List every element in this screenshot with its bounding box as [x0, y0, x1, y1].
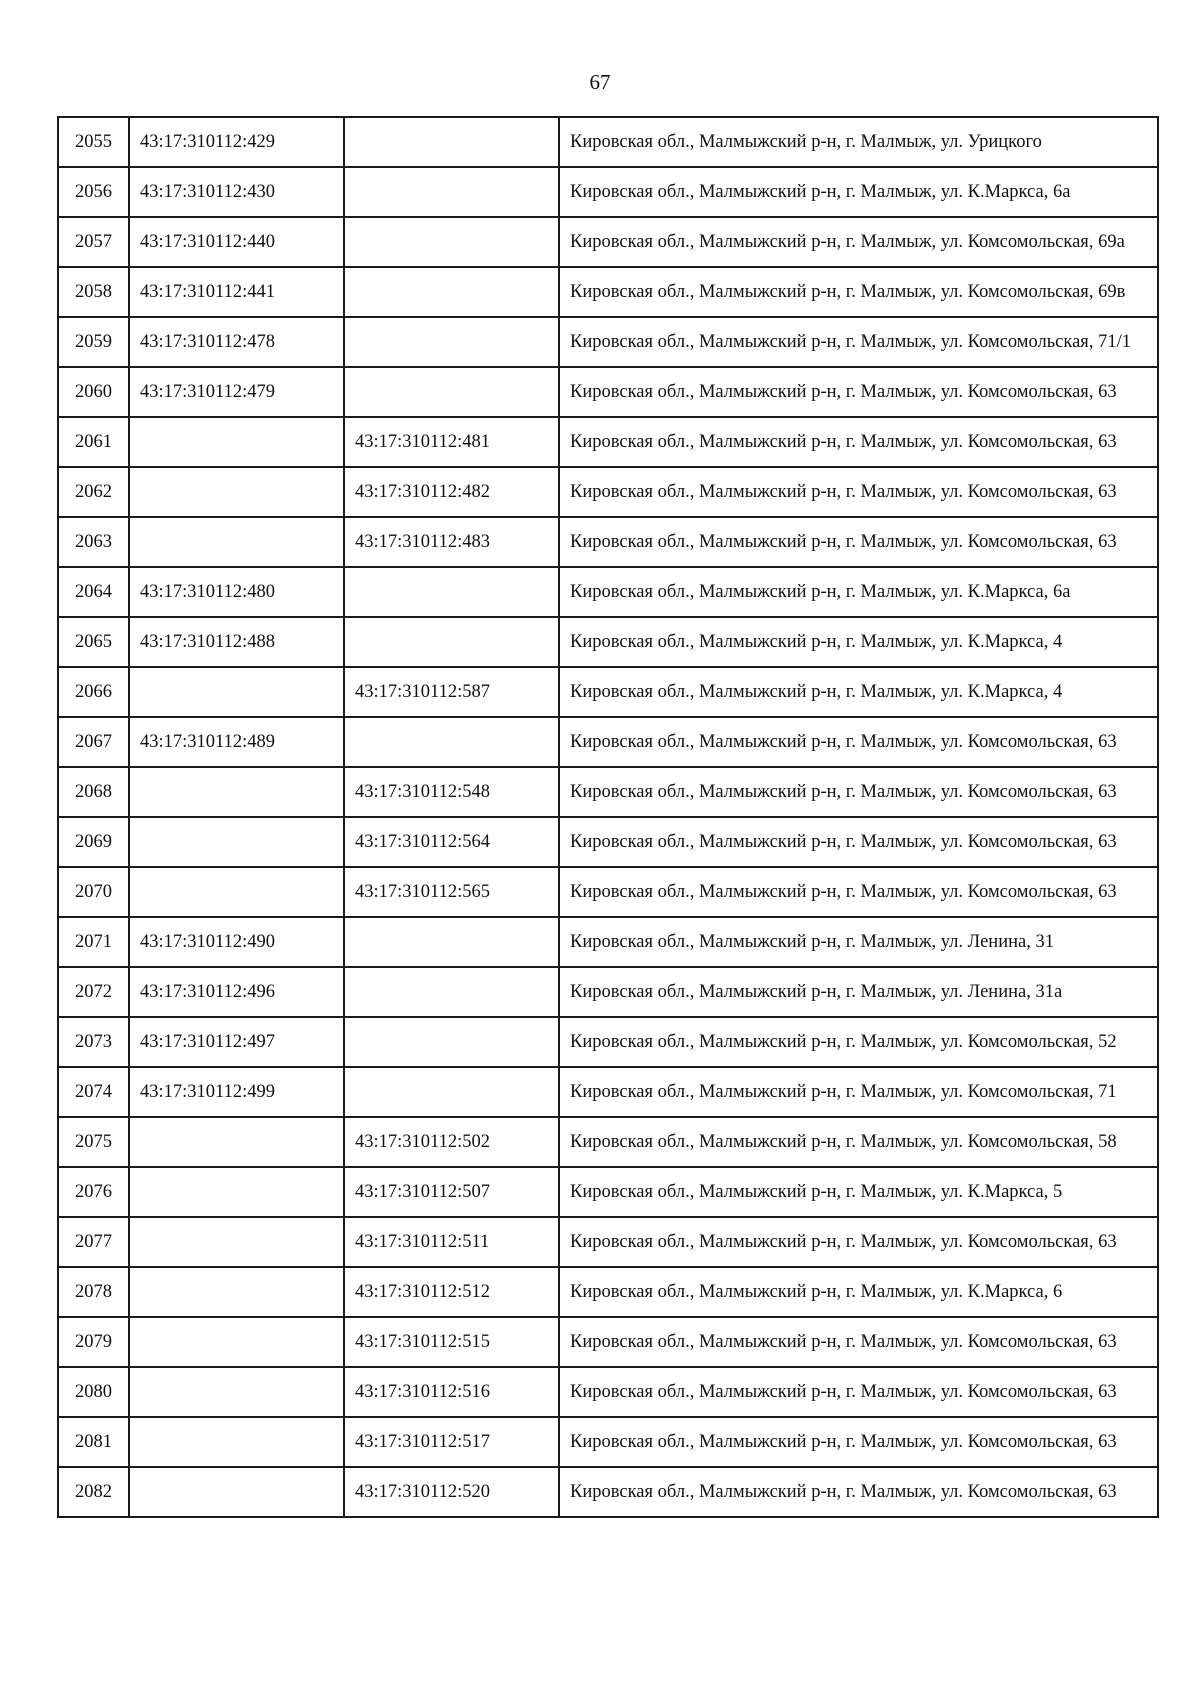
cadastral-number-cell: 43:17:310112:479 [129, 367, 344, 417]
cadastral-number-secondary-cell [344, 117, 559, 167]
address-cell: Кировская обл., Малмыжский р-н, г. Малмыж, ул. Комсомольская, 71/1 [559, 317, 1158, 367]
address-cell: Кировская обл., Малмыжский р-н, г. Малмыж, ул. Комсомольская, 63 [559, 767, 1158, 817]
row-number-cell: 2059 [58, 317, 129, 367]
cadastral-number-cell [129, 1217, 344, 1267]
row-number-cell: 2063 [58, 517, 129, 567]
table-row [58, 1067, 1158, 1117]
address-cell: Кировская обл., Малмыжский р-н, г. Малмыж, ул. К.Маркса, 4 [559, 667, 1158, 717]
address-cell: Кировская обл., Малмыжский р-н, г. Малмыж, ул. Комсомольская, 69а [559, 217, 1158, 267]
address-cell: Кировская обл., Малмыжский р-н, г. Малмыж, ул. Комсомольская, 63 [559, 1417, 1158, 1467]
address-cell: Кировская обл., Малмыжский р-н, г. Малмыж, ул. Комсомольская, 63 [559, 367, 1158, 417]
cadastral-number-cell [129, 1117, 344, 1167]
address-cell: Кировская обл., Малмыжский р-н, г. Малмыж, ул. Комсомольская, 63 [559, 817, 1158, 867]
cadastral-number-cell [129, 467, 344, 517]
cadastral-number-cell: 43:17:310112:478 [129, 317, 344, 367]
cadastral-number-secondary-cell [344, 717, 559, 767]
table-row [58, 1367, 1158, 1417]
cadastral-number-secondary-cell [344, 967, 559, 1017]
table-row [58, 417, 1158, 467]
cadastral-number-cell: 43:17:310112:496 [129, 967, 344, 1017]
table-row [58, 1467, 1158, 1517]
address-cell: Кировская обл., Малмыжский р-н, г. Малмыж, ул. Ленина, 31 [559, 917, 1158, 967]
cadastral-number-secondary-cell [344, 917, 559, 967]
row-number-cell: 2080 [58, 1367, 129, 1417]
address-cell: Кировская обл., Малмыжский р-н, г. Малмыж, ул. Комсомольская, 63 [559, 867, 1158, 917]
table-row [58, 917, 1158, 967]
cadastral-number-secondary-cell [344, 567, 559, 617]
address-cell: Кировская обл., Малмыжский р-н, г. Малмыж, ул. Комсомольская, 58 [559, 1117, 1158, 1167]
row-number-cell: 2072 [58, 967, 129, 1017]
address-cell: Кировская обл., Малмыжский р-н, г. Малмыж, ул. Комсомольская, 63 [559, 517, 1158, 567]
table-row [58, 867, 1158, 917]
row-number-cell: 2068 [58, 767, 129, 817]
row-number-cell: 2062 [58, 467, 129, 517]
cadastral-number-secondary-cell: 43:17:310112:481 [344, 417, 559, 467]
address-cell: Кировская обл., Малмыжский р-н, г. Малмыж, ул. К.Маркса, 4 [559, 617, 1158, 667]
table-row [58, 1017, 1158, 1067]
cadastral-number-secondary-cell: 43:17:310112:512 [344, 1267, 559, 1317]
page-number: 67 [589, 70, 611, 94]
row-number-cell: 2058 [58, 267, 129, 317]
cadastral-number-cell [129, 1417, 344, 1467]
row-number-cell: 2065 [58, 617, 129, 667]
table-row [58, 617, 1158, 667]
table-row [58, 467, 1158, 517]
cadastral-number-secondary-cell: 43:17:310112:516 [344, 1367, 559, 1417]
cadastral-number-cell [129, 767, 344, 817]
cadastral-number-secondary-cell: 43:17:310112:565 [344, 867, 559, 917]
address-cell: Кировская обл., Малмыжский р-н, г. Малмыж, ул. Комсомольская, 63 [559, 717, 1158, 767]
cadastral-number-secondary-cell [344, 367, 559, 417]
row-number-cell: 2070 [58, 867, 129, 917]
cadastral-number-secondary-cell [344, 267, 559, 317]
table-row [58, 1417, 1158, 1467]
row-number-cell: 2061 [58, 417, 129, 467]
cadastral-number-cell: 43:17:310112:429 [129, 117, 344, 167]
cadastral-number-cell: 43:17:310112:480 [129, 567, 344, 617]
row-number-cell: 2076 [58, 1167, 129, 1217]
cadastral-number-cell [129, 1467, 344, 1517]
cadastral-number-cell [129, 1367, 344, 1417]
cadastral-number-secondary-cell [344, 1067, 559, 1117]
cadastral-number-secondary-cell: 43:17:310112:482 [344, 467, 559, 517]
row-number-cell: 2081 [58, 1417, 129, 1467]
address-cell: Кировская обл., Малмыжский р-н, г. Малмыж, ул. Комсомольская, 71 [559, 1067, 1158, 1117]
row-number-cell: 2055 [58, 117, 129, 167]
cadastral-number-cell [129, 1317, 344, 1367]
cadastral-number-cell: 43:17:310112:490 [129, 917, 344, 967]
row-number-cell: 2075 [58, 1117, 129, 1167]
table-row [58, 317, 1158, 367]
table-row [58, 817, 1158, 867]
row-number-cell: 2060 [58, 367, 129, 417]
table-row [58, 367, 1158, 417]
address-cell: Кировская обл., Малмыжский р-н, г. Малмыж, ул. Комсомольская, 63 [559, 467, 1158, 517]
cadastral-number-secondary-cell [344, 617, 559, 667]
cadastral-number-cell [129, 817, 344, 867]
cadastral-number-cell [129, 417, 344, 467]
cadastral-number-secondary-cell: 43:17:310112:507 [344, 1167, 559, 1217]
row-number-cell: 2078 [58, 1267, 129, 1317]
row-number-cell: 2074 [58, 1067, 129, 1117]
row-number-cell: 2064 [58, 567, 129, 617]
address-cell: Кировская обл., Малмыжский р-н, г. Малмыж, ул. К.Маркса, 5 [559, 1167, 1158, 1217]
row-number-cell: 2077 [58, 1217, 129, 1267]
cadastral-number-secondary-cell: 43:17:310112:517 [344, 1417, 559, 1467]
cadastral-number-cell: 43:17:310112:430 [129, 167, 344, 217]
address-cell: Кировская обл., Малмыжский р-н, г. Малмыж, ул. Комсомольская, 63 [559, 1467, 1158, 1517]
address-cell: Кировская обл., Малмыжский р-н, г. Малмыж, ул. К.Маркса, 6а [559, 167, 1158, 217]
cadastral-number-secondary-cell: 43:17:310112:515 [344, 1317, 559, 1367]
address-cell: Кировская обл., Малмыжский р-н, г. Малмыж, ул. Урицкого [559, 117, 1158, 167]
row-number-cell: 2069 [58, 817, 129, 867]
cadastral-number-cell [129, 1267, 344, 1317]
table-row [58, 967, 1158, 1017]
cadastral-number-cell [129, 1167, 344, 1217]
table-row [58, 667, 1158, 717]
row-number-cell: 2073 [58, 1017, 129, 1067]
address-cell: Кировская обл., Малмыжский р-н, г. Малмыж, ул. Ленина, 31а [559, 967, 1158, 1017]
cadastral-number-cell [129, 517, 344, 567]
table-row [58, 1267, 1158, 1317]
cadastral-number-cell: 43:17:310112:488 [129, 617, 344, 667]
address-cell: Кировская обл., Малмыжский р-н, г. Малмыж, ул. Комсомольская, 52 [559, 1017, 1158, 1067]
cadastral-number-secondary-cell: 43:17:310112:511 [344, 1217, 559, 1267]
cadastral-number-secondary-cell: 43:17:310112:502 [344, 1117, 559, 1167]
cadastral-number-cell: 43:17:310112:499 [129, 1067, 344, 1117]
cadastral-number-secondary-cell [344, 217, 559, 267]
table-row [58, 217, 1158, 267]
table-row [58, 1317, 1158, 1367]
address-cell: Кировская обл., Малмыжский р-н, г. Малмыж, ул. Комсомольская, 63 [559, 1317, 1158, 1367]
cadastral-number-secondary-cell: 43:17:310112:548 [344, 767, 559, 817]
table-row [58, 167, 1158, 217]
address-cell: Кировская обл., Малмыжский р-н, г. Малмыж, ул. Комсомольская, 69в [559, 267, 1158, 317]
row-number-cell: 2057 [58, 217, 129, 267]
table-row [58, 1117, 1158, 1167]
table-row [58, 517, 1158, 567]
row-number-cell: 2067 [58, 717, 129, 767]
cadastral-number-cell [129, 667, 344, 717]
table-row [58, 1167, 1158, 1217]
cadastral-number-cell: 43:17:310112:497 [129, 1017, 344, 1067]
cadastral-number-secondary-cell [344, 167, 559, 217]
cadastral-number-secondary-cell: 43:17:310112:587 [344, 667, 559, 717]
table-row [58, 117, 1158, 167]
address-cell: Кировская обл., Малмыжский р-н, г. Малмыж, ул. Комсомольская, 63 [559, 1367, 1158, 1417]
cadastral-number-secondary-cell: 43:17:310112:483 [344, 517, 559, 567]
table-row [58, 567, 1158, 617]
table-row [58, 717, 1158, 767]
cadastral-number-secondary-cell: 43:17:310112:520 [344, 1467, 559, 1517]
row-number-cell: 2079 [58, 1317, 129, 1367]
cadastral-number-cell: 43:17:310112:441 [129, 267, 344, 317]
cadastral-number-cell: 43:17:310112:489 [129, 717, 344, 767]
cadastral-number-cell [129, 867, 344, 917]
registry-table [57, 116, 1159, 1518]
row-number-cell: 2082 [58, 1467, 129, 1517]
cadastral-number-secondary-cell: 43:17:310112:564 [344, 817, 559, 867]
table-row [58, 1217, 1158, 1267]
row-number-cell: 2071 [58, 917, 129, 967]
table-row [58, 767, 1158, 817]
table-row [58, 267, 1158, 317]
cadastral-number-cell: 43:17:310112:440 [129, 217, 344, 267]
address-cell: Кировская обл., Малмыжский р-н, г. Малмыж, ул. Комсомольская, 63 [559, 1217, 1158, 1267]
registry-table-body [58, 117, 1158, 1517]
row-number-cell: 2056 [58, 167, 129, 217]
address-cell: Кировская обл., Малмыжский р-н, г. Малмыж, ул. К.Маркса, 6 [559, 1267, 1158, 1317]
cadastral-number-secondary-cell [344, 317, 559, 367]
address-cell: Кировская обл., Малмыжский р-н, г. Малмыж, ул. Комсомольская, 63 [559, 417, 1158, 467]
row-number-cell: 2066 [58, 667, 129, 717]
cadastral-number-secondary-cell [344, 1017, 559, 1067]
address-cell: Кировская обл., Малмыжский р-н, г. Малмыж, ул. К.Маркса, 6а [559, 567, 1158, 617]
